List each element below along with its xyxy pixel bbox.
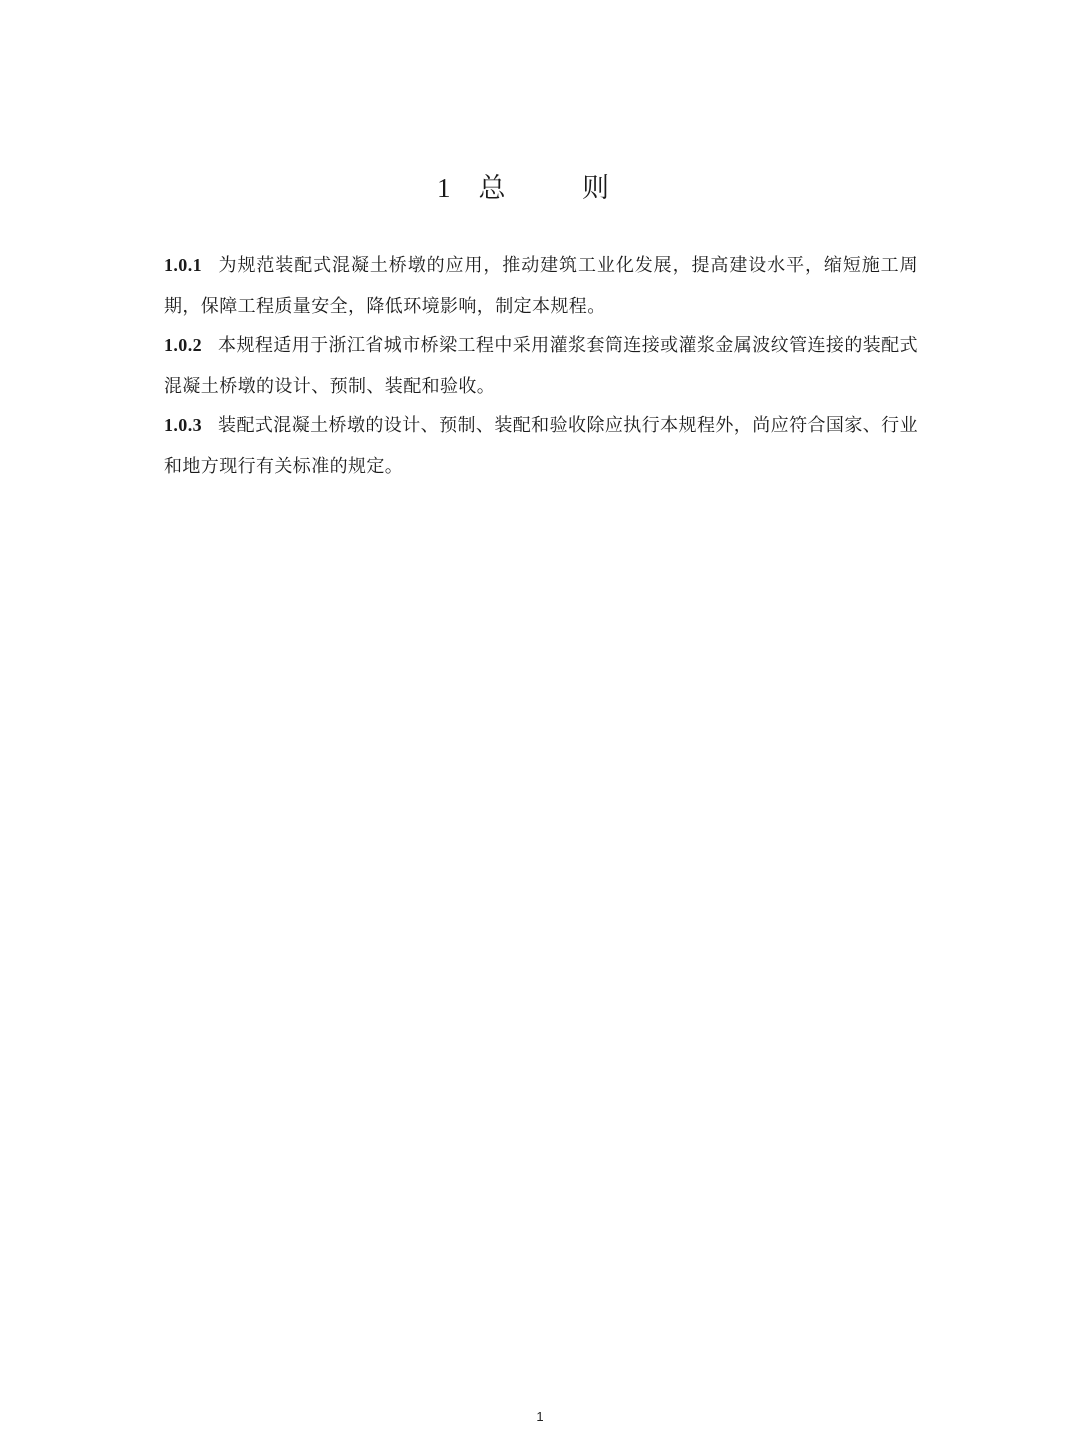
clause-text: 为规范装配式混凝土桥墩的应用，推动建筑工业化发展，提高建设水平，缩短施工周期，保障工程质量安全，降低环境影响，制定本规程。 <box>164 255 918 317</box>
clause-1-0-3 <box>164 405 918 487</box>
chapter-title: 总 则 <box>478 173 644 204</box>
clause-1-0-2 <box>164 325 918 407</box>
clause-1-0-1 <box>164 245 918 327</box>
clause-list <box>164 245 918 485</box>
chapter-heading <box>0 168 1080 209</box>
clause-number: 1.0.2 <box>164 335 202 355</box>
clause-number: 1.0.3 <box>164 415 202 435</box>
clause-text: 装配式混凝土桥墩的设计、预制、装配和验收除应执行本规程外，尚应符合国家、行业和地方现行有关标准的规定。 <box>164 415 918 477</box>
chapter-number: 1 <box>436 173 451 203</box>
page-number: 1 <box>536 1409 544 1424</box>
clause-text: 本规程适用于浙江省城市桥梁工程中采用灌浆套筒连接或灌浆金属波纹管连接的装配式混凝土桥墩的设计、预制、装配和验收。 <box>164 335 918 397</box>
clause-number: 1.0.1 <box>164 255 202 275</box>
